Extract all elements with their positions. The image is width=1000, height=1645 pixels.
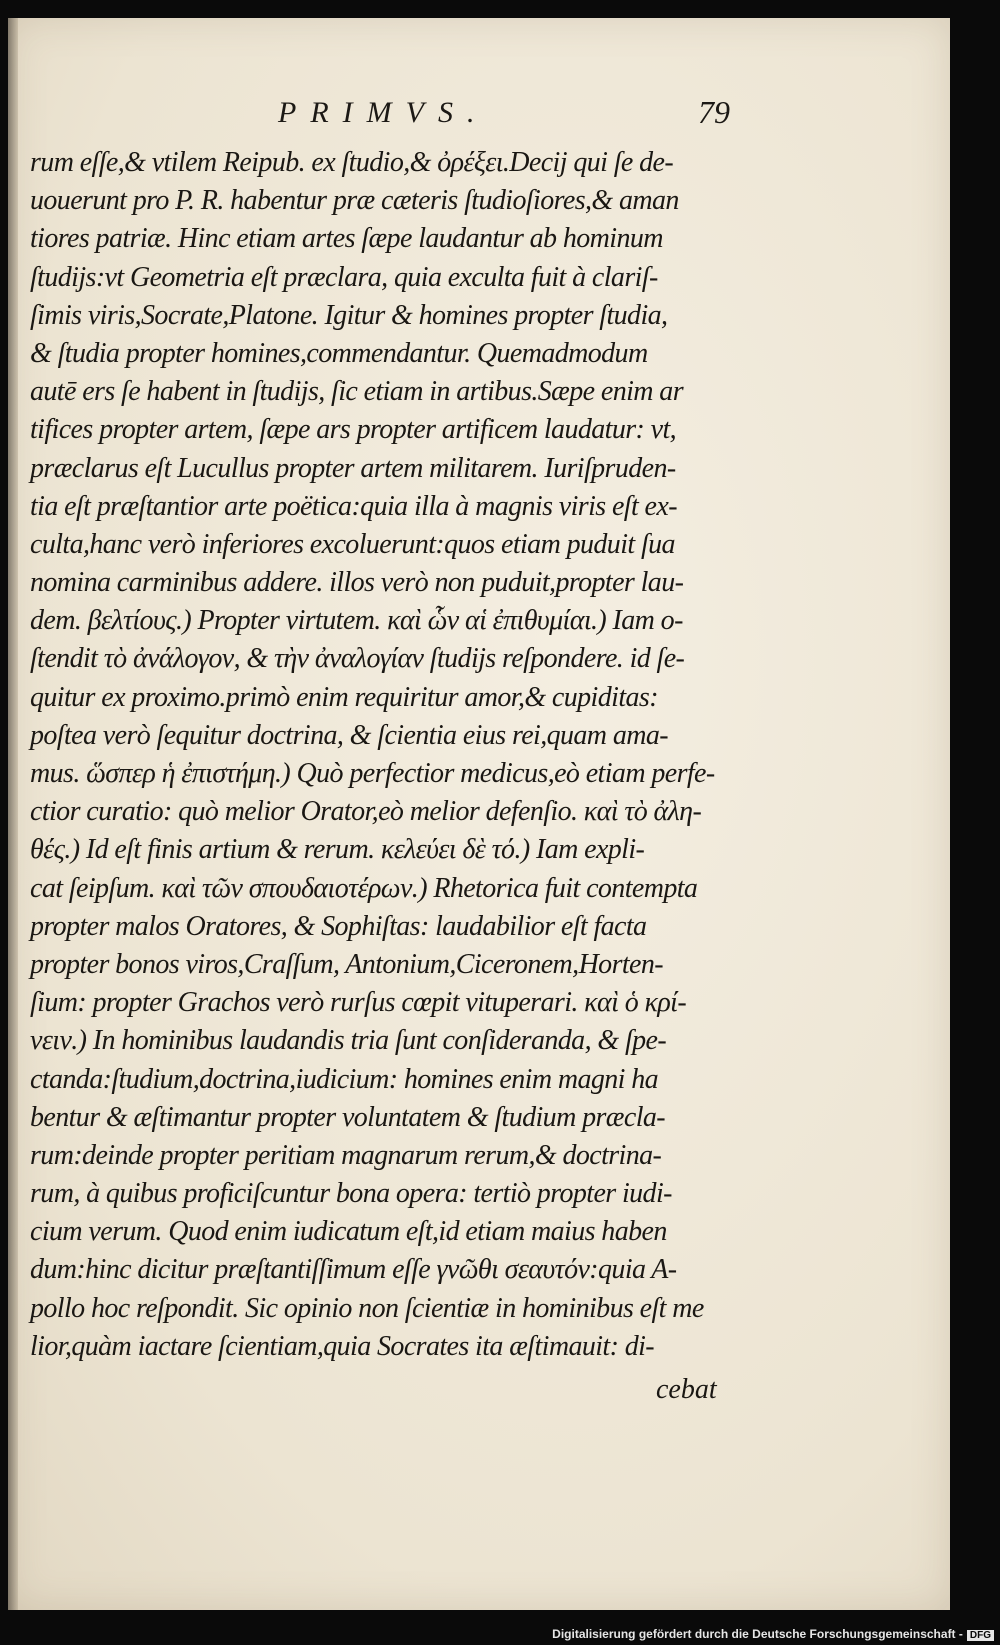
text-line: propter bonos viros,Craſſum, Antonium,Ciceronem,Horten- <box>30 948 664 980</box>
text-line: culta,hanc verò inferiores excoluerunt:quos etiam puduit ſua <box>30 528 675 560</box>
page-number: 79 <box>698 94 730 130</box>
text-line: rum eſſe,& vtilem Reipub. ex ſtudio,& ὀρέξει.Decij qui ſe de- <box>30 147 674 178</box>
text-line: ctanda:ſtudium,doctrina,iudicium: homines enim magni ha <box>30 1063 659 1095</box>
text-line: nomina carminibus addere. illos verò non puduit,propter lau- <box>30 567 684 599</box>
text-line: dem. βελτίους.) Propter virtutem. καὶ ὧν αἱ ἐπιθυμίαι.) Iam o- <box>30 605 683 637</box>
text-line: bentur & æſtimantur propter voluntatem & ſtudium præcla- <box>30 1101 666 1133</box>
text-line: ſtendit τὸ ἀνάλογον, & τὴν ἀναλογίαν ſtudijs reſpondere. id ſe- <box>30 643 685 675</box>
text-line: poſtea verò ſequitur doctrina, & ſcientia eius rei,quam ama- <box>30 719 668 751</box>
text-line: ſium: propter Grachos verò rurſus cœpit vituperari. καὶ ὁ κρί- <box>30 987 687 1019</box>
text-line: præclarus eſt Lucullus propter artem militarem. Iuriſpruden- <box>30 452 676 484</box>
text-line: lior,quàm iactare ſcientiam,quia Socrates ita æſtimauit: di- <box>30 1330 655 1362</box>
text-line: propter malos Oratores, & Sophiſtas: laudabilior eſt facta <box>30 910 647 942</box>
text-line: θές.) Id eſt finis artium & rerum. κελεύει δὲ τό.) Iam expli- <box>30 834 645 866</box>
text-line: ſimis viris,Socrate,Platone. Igitur & homines propter ſtudia, <box>30 299 668 331</box>
text-line: cium verum. Quod enim iudicatum eſt,id etiam maius haben <box>30 1216 667 1248</box>
text-line: tifices propter artem, ſæpe ars propter artificem laudatur: vt, <box>30 414 677 446</box>
running-head: PRIMVS. <box>278 96 489 129</box>
digitization-credit <box>552 1627 994 1641</box>
text-line: rum:deinde propter peritiam magnarum rerum,& doctrina- <box>30 1139 662 1171</box>
text-line: uouerunt pro P. R. habentur præ cæteris ſtudioſiores,& aman <box>30 185 679 217</box>
text-line: tia eſt præſtantior arte poëtica:quia illa à magnis viris eſt ex- <box>30 490 677 522</box>
text-line: pollo hoc reſpondit. Sic opinio non ſcientiæ in hominibus eſt me <box>30 1292 704 1324</box>
text-line: ctior curatio: quò melior Orator,eò melior defenſio. καὶ τὸ ἀλη- <box>30 796 702 828</box>
text-line: dum:hinc dicitur præſtantiſſimum eſſe γνῶθι σεαυτόν:quia A- <box>30 1254 677 1286</box>
book-page <box>8 18 950 1610</box>
credit-text: Digitalisierung gefördert durch die Deutsche Forschungsgemeinschaft - <box>552 1627 963 1641</box>
text-line: & ſtudia propter homines,commendantur. Quemadmodum <box>30 337 648 369</box>
catchword: cebat <box>656 1374 717 1405</box>
text-line: tiores patriæ. Hinc etiam artes ſæpe laudantur ab hominum <box>30 223 663 255</box>
text-line: mus. ὥσπερ ἡ ἐπιστήμη.) Quò perfectior medicus,eò etiam perfe- <box>30 758 715 789</box>
text-line: cat ſeipſum. καὶ τῶν σπουδαιοτέρων.) Rhetorica fuit contempta <box>30 872 698 904</box>
text-line: νειν.) In hominibus laudandis tria ſunt conſideranda, & ſpe- <box>30 1025 667 1057</box>
text-line: quitur ex proximo.primò enim requiritur amor,& cupiditas: <box>30 681 658 713</box>
text-line: rum, à quibus proficiſcuntur bona opera: tertiò propter iudi- <box>30 1178 672 1210</box>
dfg-logo: DFG <box>967 1630 994 1641</box>
page-spine-shadow <box>8 18 18 1610</box>
text-line: ſtudijs:vt Geometria eſt præclara, quia exculta fuit à clariſ- <box>30 261 658 293</box>
body-text <box>30 144 750 1366</box>
text-line: autē ers ſe habent in ſtudijs, ſic etiam in artibus.Sæpe enim ar <box>30 376 683 408</box>
